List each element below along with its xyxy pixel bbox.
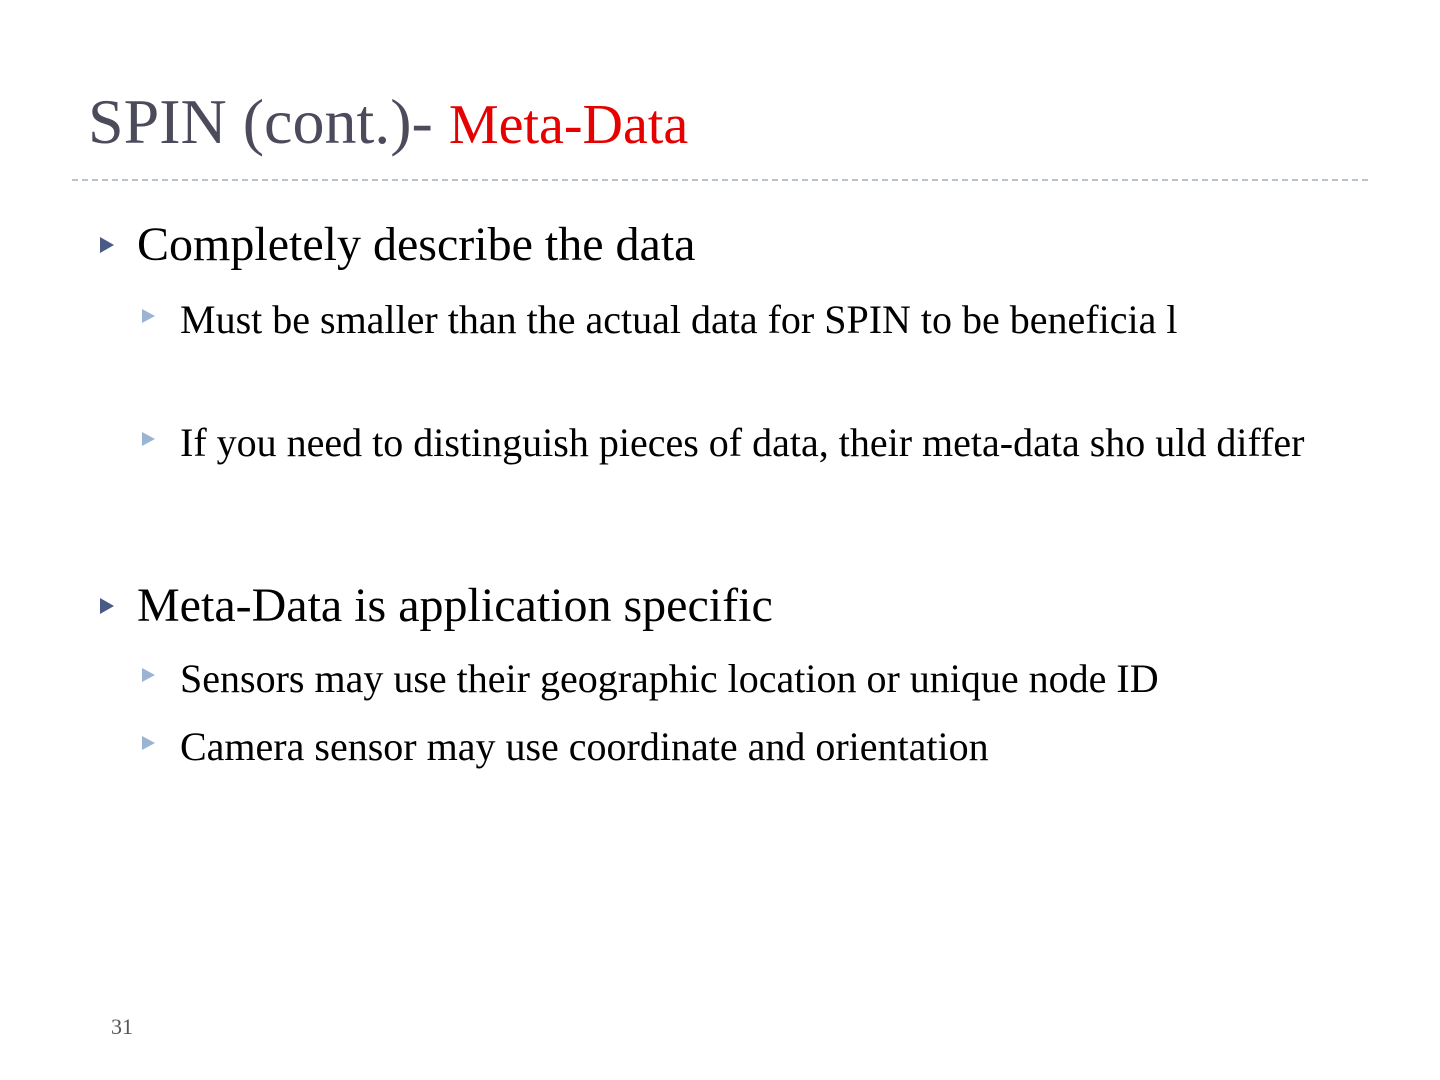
bullet-text: Completely describe the data (137, 218, 696, 271)
sub-bullet-item (180, 651, 1365, 707)
triangle-bullet-icon (100, 237, 114, 253)
sub-bullet-item (180, 292, 1365, 348)
sub-bullet-text: If you need to distinguish pieces of data, their meta-data sho uld differ (180, 420, 1305, 465)
sub-bullet-item (180, 415, 1365, 471)
title-divider (72, 179, 1368, 181)
sub-bullet-text: Camera sensor may use coordinate and orientation (180, 724, 989, 769)
triangle-bullet-icon (142, 668, 155, 682)
triangle-bullet-icon (142, 736, 155, 750)
title-accent: Meta-Data (448, 94, 689, 156)
title-main: SPIN (cont.)- (88, 86, 449, 157)
bullet-text: Meta-Data is application specific (137, 579, 773, 632)
slide-title (88, 84, 688, 163)
triangle-bullet-icon (142, 309, 155, 323)
triangle-bullet-icon (100, 598, 114, 614)
sub-bullet-text: Must be smaller than the actual data for SPIN to be beneficia l (180, 297, 1178, 342)
bullet-item (137, 217, 1367, 273)
sub-bullet-text: Sensors may use their geographic location or unique node ID (180, 656, 1159, 701)
sub-bullet-item (180, 719, 1365, 775)
page-number: 31 (111, 1014, 133, 1039)
bullet-item (137, 578, 1367, 634)
triangle-bullet-icon (142, 432, 155, 446)
